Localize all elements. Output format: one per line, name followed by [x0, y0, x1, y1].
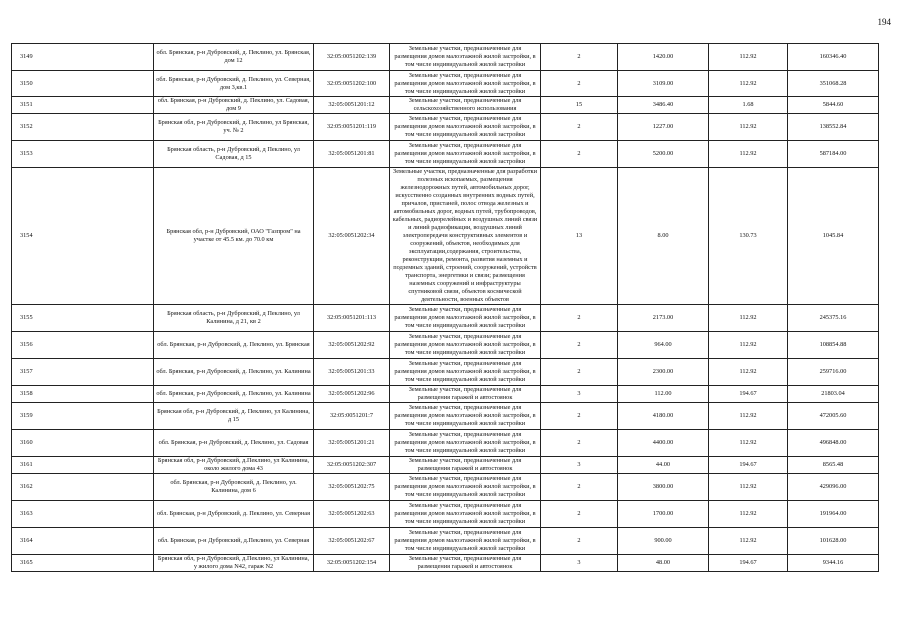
permitted-use-cell: Земельные участки, предназначенные для размещения домов малоэтажной жилой застройки, в том числе индивидуальной жилой застройки	[390, 71, 541, 97]
row-number: 3149	[12, 44, 154, 71]
area-cell: 1420.00	[618, 44, 709, 71]
address-cell: обл. Брянская, р-н Дубровский, д. Пеклино, ул. Садовая, дом 9	[154, 97, 314, 114]
specific-value-cell: 112.92	[709, 501, 788, 528]
permitted-use-cell: Земельные участки, предназначенные для размещения домов малоэтажной жилой застройки, в том числе индивидуальной жилой застройки	[390, 305, 541, 332]
row-number: 3158	[12, 386, 154, 403]
address-cell: обл. Брянская, р-н Дубровский, д. Пеклино, ул. Брянская	[154, 332, 314, 359]
cadastral-value-cell: 429096.00	[788, 474, 879, 501]
cadastral-number-cell: 32:05:0051202:307	[314, 457, 390, 474]
cadastral-number-cell: 32:05:0051201:21	[314, 430, 390, 457]
area-cell: 5200.00	[618, 141, 709, 168]
cadastral-value-cell: 5844.60	[788, 97, 879, 114]
table-row	[12, 114, 879, 141]
address-cell: обл. Брянская, р-н Дубровский, д. Пеклино, ул. Калинина	[154, 386, 314, 403]
specific-value-cell: 112.92	[709, 44, 788, 71]
permitted-use-cell: Земельные участки, предназначенные для размещения домов малоэтажной жилой застройки, в том числе индивидуальной жилой застройки	[390, 528, 541, 555]
address-cell: обл. Брянская, р-н Дубровский, д. Пеклино, ул. Калинина	[154, 359, 314, 386]
permitted-use-cell: Земельные участки, предназначенные для размещения домов малоэтажной жилой застройки, в том числе индивидуальной жилой застройки	[390, 141, 541, 168]
specific-value-cell: 112.92	[709, 528, 788, 555]
address-cell: Брянская обл, р-н Дубровский, д. Пеклино, ул Калинина, д 15	[154, 403, 314, 430]
cadastral-value-cell: 1045.84	[788, 168, 879, 305]
group-cell: 2	[541, 71, 618, 97]
cadastral-value-cell: 108854.88	[788, 332, 879, 359]
address-cell: обл. Брянская, р-н Дубровский, д. Пеклино, ул. Северная	[154, 501, 314, 528]
table-row	[12, 403, 879, 430]
table-row	[12, 457, 879, 474]
table-body	[12, 44, 879, 572]
table-row	[12, 332, 879, 359]
specific-value-cell: 194.67	[709, 457, 788, 474]
area-cell: 3486.40	[618, 97, 709, 114]
group-cell: 15	[541, 97, 618, 114]
table-row	[12, 430, 879, 457]
specific-value-cell: 112.92	[709, 359, 788, 386]
group-cell: 3	[541, 555, 618, 572]
group-cell: 3	[541, 457, 618, 474]
group-cell: 2	[541, 114, 618, 141]
permitted-use-cell: Земельные участки, предназначенные для размещения домов малоэтажной жилой застройки, в том числе индивидуальной жилой застройки	[390, 359, 541, 386]
permitted-use-cell: Земельные участки, предназначенные для размещения домов малоэтажной жилой застройки, в том числе индивидуальной жилой застройки	[390, 332, 541, 359]
row-number: 3159	[12, 403, 154, 430]
specific-value-cell: 1.68	[709, 97, 788, 114]
specific-value-cell: 112.92	[709, 114, 788, 141]
table-row	[12, 97, 879, 114]
cadastral-value-cell: 587184.00	[788, 141, 879, 168]
group-cell: 2	[541, 141, 618, 168]
area-cell: 3800.00	[618, 474, 709, 501]
area-cell: 48.00	[618, 555, 709, 572]
area-cell: 1227.00	[618, 114, 709, 141]
group-cell: 2	[541, 44, 618, 71]
table-row	[12, 386, 879, 403]
permitted-use-cell: Земельные участки, предназначенные для размещения гаражей и автостоянок	[390, 555, 541, 572]
address-cell: Брянская обл, р-н Дубровский, д.Пеклино, ул Калинина, у жилого дома N42, гараж N2	[154, 555, 314, 572]
row-number: 3157	[12, 359, 154, 386]
address-cell: обл. Брянская, р-н Дубровский, д. Пеклино, ул. Калинина, дом 6	[154, 474, 314, 501]
address-cell: обл. Брянская, р-н Дубровский, д. Пеклино, ул. Северная, дом 3,кв.1	[154, 71, 314, 97]
table-row	[12, 501, 879, 528]
table-row	[12, 555, 879, 572]
cadastral-number-cell: 32:05:0051202:63	[314, 501, 390, 528]
cadastral-value-cell: 472005.60	[788, 403, 879, 430]
cadastral-number-cell: 32:05:0051201:7	[314, 403, 390, 430]
cadastral-number-cell: 32:05:0051202:100	[314, 71, 390, 97]
cadastral-value-cell: 245375.16	[788, 305, 879, 332]
cadastral-number-cell: 32:05:0051202:154	[314, 555, 390, 572]
page-number: 194	[877, 17, 891, 27]
cadastral-value-cell: 9344.16	[788, 555, 879, 572]
area-cell: 2173.00	[618, 305, 709, 332]
permitted-use-cell: Земельные участки, предназначенные для размещения домов малоэтажной жилой застройки, в том числе индивидуальной жилой застройки	[390, 501, 541, 528]
specific-value-cell: 112.92	[709, 474, 788, 501]
area-cell: 8.00	[618, 168, 709, 305]
area-cell: 3109.00	[618, 71, 709, 97]
cadastral-number-cell: 32:05:0051201:113	[314, 305, 390, 332]
cadastral-number-cell: 32:05:0051202:67	[314, 528, 390, 555]
permitted-use-cell: Земельные участки, предназначенные для размещения домов малоэтажной жилой застройки, в том числе индивидуальной жилой застройки	[390, 403, 541, 430]
cadastral-number-cell: 32:05:0051202:92	[314, 332, 390, 359]
permitted-use-cell: Земельные участки, предназначенные для сельскохозяйственного использования	[390, 97, 541, 114]
address-cell: Брянская обл, р-н Дубровский, д. Пеклино, ул Брянская, уч. № 2	[154, 114, 314, 141]
row-number: 3156	[12, 332, 154, 359]
land-cadastre-table	[11, 43, 879, 572]
area-cell: 44.00	[618, 457, 709, 474]
table-row	[12, 168, 879, 305]
group-cell: 2	[541, 359, 618, 386]
row-number: 3164	[12, 528, 154, 555]
table-row	[12, 141, 879, 168]
row-number: 3150	[12, 71, 154, 97]
cadastral-value-cell: 21803.04	[788, 386, 879, 403]
row-number: 3153	[12, 141, 154, 168]
specific-value-cell: 194.67	[709, 555, 788, 572]
table-row	[12, 359, 879, 386]
cadastral-number-cell: 32:05:0051201:119	[314, 114, 390, 141]
address-cell: Брянская область, р-н Дубровский, д Пеклино, ул Садовая, д 15	[154, 141, 314, 168]
cadastral-value-cell: 8565.48	[788, 457, 879, 474]
row-number: 3162	[12, 474, 154, 501]
cadastral-value-cell: 496848.00	[788, 430, 879, 457]
cadastral-number-cell: 32:05:0051201:33	[314, 359, 390, 386]
area-cell: 4400.00	[618, 430, 709, 457]
table-row	[12, 71, 879, 97]
table-row	[12, 474, 879, 501]
cadastral-number-cell: 32:05:0051202:75	[314, 474, 390, 501]
permitted-use-cell: Земельные участки, предназначенные для размещения домов малоэтажной жилой застройки, в том числе индивидуальной жилой застройки	[390, 430, 541, 457]
specific-value-cell: 194.67	[709, 386, 788, 403]
row-number: 3152	[12, 114, 154, 141]
address-cell: Брянская область, р-н Дубровский, д Пеклино, ул Калинина, д 21, кв 2	[154, 305, 314, 332]
group-cell: 2	[541, 528, 618, 555]
row-number: 3160	[12, 430, 154, 457]
cadastral-value-cell: 160346.40	[788, 44, 879, 71]
permitted-use-cell: Земельные участки, предназначенные для размещения домов малоэтажной жилой застройки, в том числе индивидуальной жилой застройки	[390, 114, 541, 141]
permitted-use-cell: Земельные участки, предназначенные для размещения гаражей и автостоянок	[390, 386, 541, 403]
group-cell: 2	[541, 474, 618, 501]
permitted-use-cell: Земельные участки, предназначенные для размещения гаражей и автостоянок	[390, 457, 541, 474]
group-cell: 2	[541, 430, 618, 457]
cadastral-value-cell: 259716.00	[788, 359, 879, 386]
specific-value-cell: 112.92	[709, 71, 788, 97]
area-cell: 112.00	[618, 386, 709, 403]
specific-value-cell: 112.92	[709, 430, 788, 457]
address-cell: обл. Брянская, р-н Дубровский, д.Пеклино, ул. Северная	[154, 528, 314, 555]
row-number: 3154	[12, 168, 154, 305]
cadastral-value-cell: 191964.00	[788, 501, 879, 528]
cadastral-number-cell: 32:05:0051202:34	[314, 168, 390, 305]
group-cell: 2	[541, 501, 618, 528]
row-number: 3163	[12, 501, 154, 528]
cadastral-number-cell: 32:05:0051201:81	[314, 141, 390, 168]
address-cell: Брянская обл, р-н Дубровский, ОАО "Газпром" на участке от 45.5 км. до 70.0 км	[154, 168, 314, 305]
group-cell: 2	[541, 332, 618, 359]
cadastral-number-cell: 32:05:0051202:139	[314, 44, 390, 71]
area-cell: 964.00	[618, 332, 709, 359]
row-number: 3161	[12, 457, 154, 474]
area-cell: 2300.00	[618, 359, 709, 386]
specific-value-cell: 112.92	[709, 305, 788, 332]
permitted-use-cell: Земельные участки, предназначенные для размещения домов малоэтажной жилой застройки, в том числе индивидуальной жилой застройки	[390, 44, 541, 71]
cadastral-value-cell: 101628.00	[788, 528, 879, 555]
address-cell: Брянская обл, р-н Дубровский, д.Пеклино, ул Калинина, около жилого дома 43	[154, 457, 314, 474]
specific-value-cell: 112.92	[709, 403, 788, 430]
area-cell: 1700.00	[618, 501, 709, 528]
specific-value-cell: 130.73	[709, 168, 788, 305]
row-number: 3151	[12, 97, 154, 114]
permitted-use-cell: Земельные участки, предназначенные для разработки полезных ископаемых, размещения железнодорожных путей, автомобильных дорог, искусственно созданных внутренних водных путей, причалов, пристаней, полос отвода железных и автомобильных дорог, водных путей, трубопроводов, кабельных, радиорелейных и воздушных линий связи и линий радиофикации, воздушных линий электропередачи конструктивных элементов и сооружений, объектов, необходимых для эксплуатации,содержания, строительства, реконструкции, ремонта, развития наземных и подземных зданий, строений, сооружений, устройств транспорта, энергетики и связи; размещения наземных сооружений и инфраструктуры спутниковой связи, объектов космической деятельности, военных объектов	[390, 168, 541, 305]
area-cell: 900.00	[618, 528, 709, 555]
address-cell: обл. Брянская, р-н Дубровский, д. Пеклино, ул. Садовая	[154, 430, 314, 457]
row-number: 3165	[12, 555, 154, 572]
cadastral-value-cell: 351068.28	[788, 71, 879, 97]
group-cell: 2	[541, 403, 618, 430]
group-cell: 2	[541, 305, 618, 332]
group-cell: 3	[541, 386, 618, 403]
specific-value-cell: 112.92	[709, 332, 788, 359]
table-row	[12, 44, 879, 71]
table-row	[12, 305, 879, 332]
area-cell: 4180.00	[618, 403, 709, 430]
permitted-use-cell: Земельные участки, предназначенные для размещения домов малоэтажной жилой застройки, в том числе индивидуальной жилой застройки	[390, 474, 541, 501]
address-cell: обл. Брянская, р-н Дубровский, д. Пеклино, ул. Брянская, дом 12	[154, 44, 314, 71]
table-row	[12, 528, 879, 555]
group-cell: 13	[541, 168, 618, 305]
specific-value-cell: 112.92	[709, 141, 788, 168]
cadastral-number-cell: 32:05:0051202:96	[314, 386, 390, 403]
row-number: 3155	[12, 305, 154, 332]
cadastral-value-cell: 138552.84	[788, 114, 879, 141]
cadastral-number-cell: 32:05:0051201:12	[314, 97, 390, 114]
